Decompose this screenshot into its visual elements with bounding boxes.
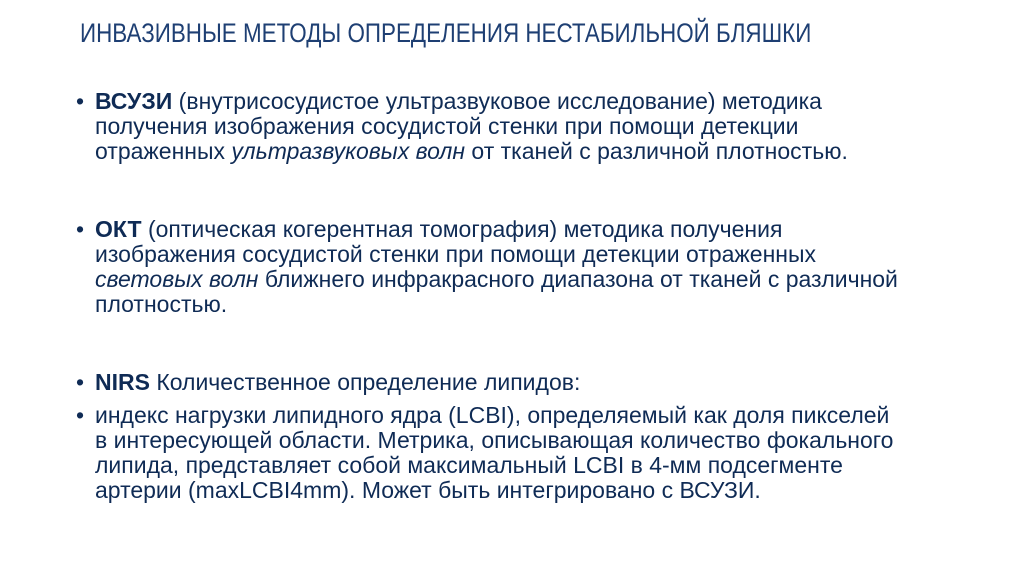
bullet-list (72, 89, 952, 503)
bullet-marker-icon: • (75, 88, 85, 114)
bullet-lcbi (72, 403, 905, 503)
term-nirs: NIRS (95, 369, 150, 395)
bullet-oct-emphasis: световых волн (95, 266, 259, 292)
term-ivus: ВСУЗИ (95, 88, 173, 114)
bullet-marker-icon: • (75, 369, 85, 395)
bullet-nirs-text: Количественное определение липидов: (149, 369, 581, 395)
term-oct: ОКТ (95, 216, 142, 242)
bullet-marker-icon: • (75, 402, 85, 428)
bullet-lcbi-text: индекс нагрузки липидного ядра (LCBI), определяемый как доля пикселей в интересующей области. Метрика, описывающая количество фокального липида, представляет собой максимальный LCBI в 4-мм подсегменте артерии (maxLCBI4mm). Может быть интегрировано с ВСУЗИ. (95, 402, 894, 503)
bullet-ivus-emphasis: ультразвуковых волн (231, 138, 466, 164)
bullet-marker-icon: • (75, 216, 85, 242)
bullet-oct-text-1: (оптическая когерентная томография) методика получения изображения сосудистой стенки при помощи детекции отраженных (95, 216, 817, 267)
bullet-ivus-text-2: от тканей с различной плотностью. (465, 138, 848, 164)
bullet-nirs (72, 370, 952, 395)
bullet-ivus-text-1: (внутрисосудистое ультразвуковое исследование) методика получения изображения сосудистой стенки при помощи детекции отраженных (95, 88, 822, 164)
bullet-ivus (72, 89, 925, 164)
slide-title: ИНВАЗИВНЫЕ МЕТОДЫ ОПРЕДЕЛЕНИЯ НЕСТАБИЛЬНОЙ БЛЯШКИ (80, 18, 812, 48)
bullet-oct-text-2: ближнего инфракрасного диапазона от тканей с различной плотностью. (95, 266, 898, 317)
bullet-oct (72, 217, 925, 317)
